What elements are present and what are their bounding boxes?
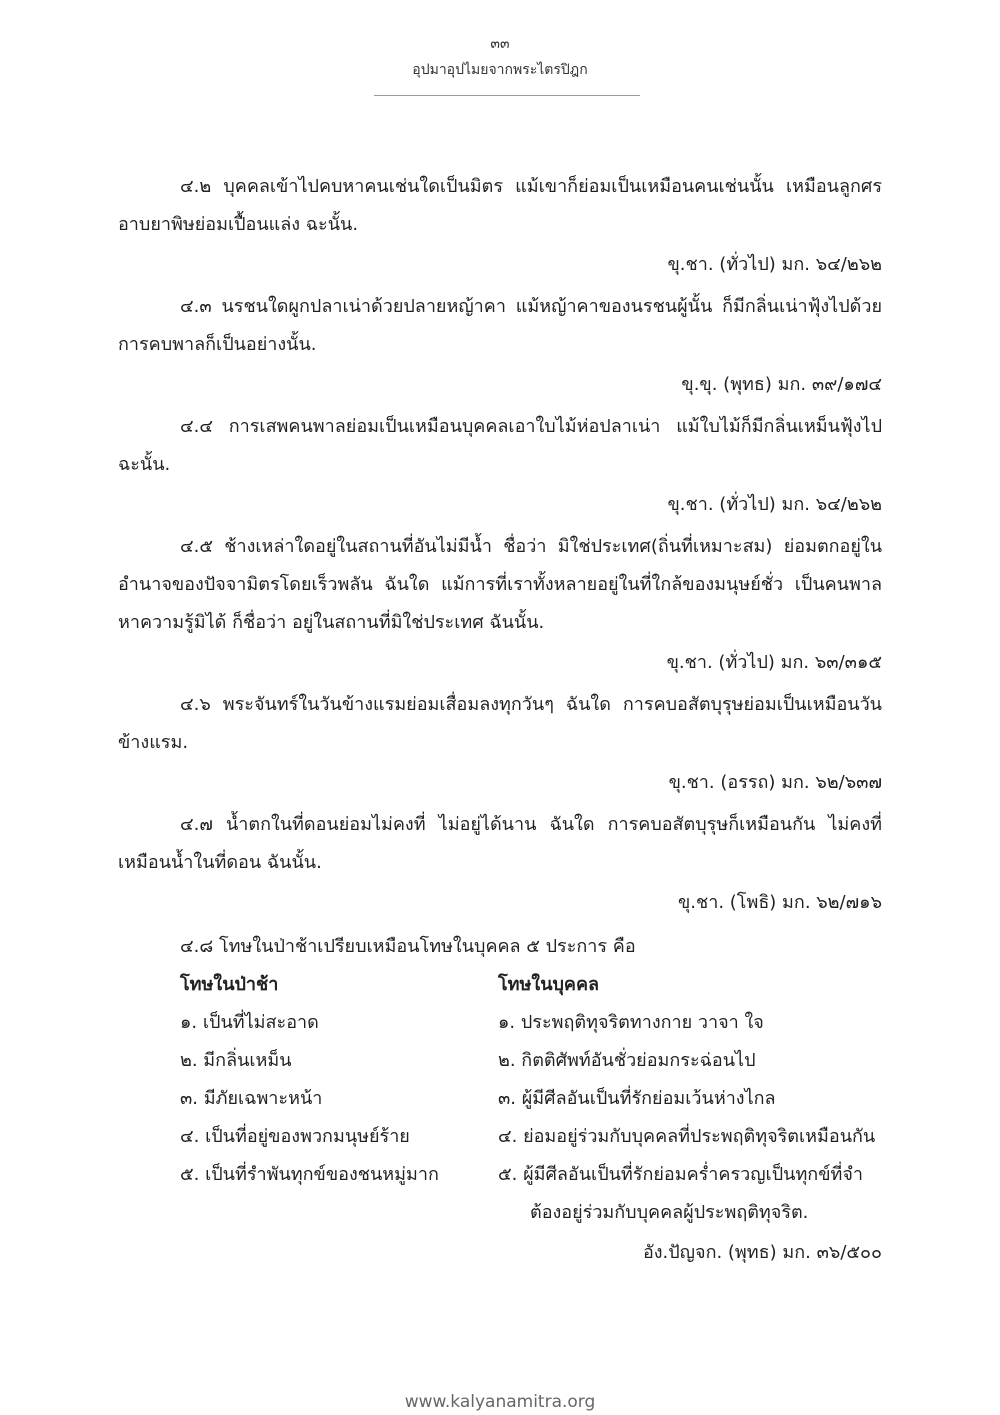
- entry-reference: ขุ.ชา. (ทั่วไป) มก. ๖๔/๒๖๒: [667, 254, 882, 275]
- entry-reference: ขุ.ชา. (อรรถ) มก. ๖๒/๖๓๗: [668, 772, 882, 793]
- page-number: ๓๓: [490, 36, 510, 52]
- cemetery-fault-item: ๒. มีกลิ่นเหม็น: [180, 1050, 292, 1071]
- empty-cell: [180, 1194, 498, 1232]
- comparison-row: [180, 1080, 882, 1118]
- cemetery-fault-item: ๓. มีภัยเฉพาะหน้า: [180, 1088, 323, 1109]
- page-header: [0, 34, 1000, 80]
- person-fault-continuation: ต้องอยู่ร่วมกับบุคคลผู้ประพฤติทุจริต.: [530, 1202, 809, 1223]
- comparison-reference: อัง.ปัญจก. (พุทธ) มก. ๓๖/๕๐๐: [642, 1242, 882, 1263]
- entry-paragraph: ๔.๕ ช้างเหล่าใดอยู่ในสถานที่อันไม่มีน้ำ ชื่อว่า มิใช่ประเทศ(ถิ่นที่เหมาะสม) ย่อมตกอยู่ในอำนาจของปัจจามิตรโดยเร็วพลัน ฉันใด แม้การที่เราทั้งหลายอยู่ในที่ใกล้ของมนุษย์ชั่ว เป็นคนพาลหาความรู้มิได้ ก็ชื่อว่า อยู่ในสถานที่มิใช่ประเทศ ฉันนั้น.: [118, 536, 882, 633]
- comparison-row: [180, 1156, 882, 1194]
- entry-reference: ขุ.ขุ. (พุทธ) มก. ๓๙/๑๗๔: [681, 374, 882, 395]
- comparison-table: [180, 966, 882, 1232]
- person-fault-item: ๔. ย่อมอยู่ร่วมกับบุคคลที่ประพฤติทุจริตเหมือนกัน: [498, 1126, 876, 1147]
- cemetery-fault-item: ๑. เป็นที่ไม่สะอาด: [180, 1012, 319, 1033]
- entry-paragraph: ๔.๓ นรชนใดผูกปลาเน่าด้วยปลายหญ้าคา แม้หญ้าคาของนรชนผู้นั้น ก็มีกลิ่นเน่าฟุ้งไปด้วย การคบพาลก็เป็นอย่างนั้น.: [118, 296, 882, 355]
- comparison-row: [180, 1004, 882, 1042]
- comparison-row: [180, 1042, 882, 1080]
- person-fault-item: ๓. ผู้มีศีลอันเป็นที่รักย่อมเว้นห่างไกล: [498, 1088, 776, 1109]
- book-title: อุปมาอุปไมยจากพระไตรปิฎก: [412, 62, 588, 78]
- comparison-row: [180, 1118, 882, 1156]
- footer-website[interactable]: www.kalyanamitra.org: [404, 1392, 596, 1412]
- entry-reference: ขุ.ชา. (ทั่วไป) มก. ๖๔/๒๖๒: [667, 494, 882, 515]
- comparison-row: [180, 1194, 882, 1232]
- person-fault-item: ๑. ประพฤติทุจริตทางกาย วาจา ใจ: [498, 1012, 764, 1033]
- entry-paragraph: ๔.๔ การเสพคนพาลย่อมเป็นเหมือนบุคคลเอาใบไม้ห่อปลาเน่า แม้ใบไม้ก็มีกลิ่นเหม็นฟุ้งไปฉะนั้น.: [118, 416, 882, 475]
- cemetery-fault-item: ๕. เป็นที่รำพันทุกข์ของชนหมู่มาก: [180, 1164, 439, 1185]
- person-faults-heading: โทษในบุคคล: [498, 974, 600, 995]
- header-divider: [374, 95, 640, 96]
- person-fault-item: ๕. ผู้มีศีลอันเป็นที่รักย่อมคร่ำครวญเป็นทุกข์ที่จำ: [498, 1164, 864, 1185]
- entry-reference: ขุ.ชา. (ทั่วไป) มก. ๖๓/๓๑๕: [666, 652, 882, 673]
- cemetery-fault-item: ๔. เป็นที่อยู่ของพวกมนุษย์ร้าย: [180, 1126, 410, 1147]
- entry-paragraph: ๔.๒ บุคคลเข้าไปคบหาคนเช่นใดเป็นมิตร แม้เขาก็ย่อมเป็นเหมือนคนเช่นนั้น เหมือนลูกศรอาบยาพิษย่อมเปื้อนแล่ง ฉะนั้น.: [118, 176, 882, 235]
- entry-paragraph: ๔.๗ น้ำตกในที่ดอนย่อมไม่คงที่ ไม่อยู่ได้นาน ฉันใด การคบอสัตบุรุษก็เหมือนกัน ไม่คงที่เหมือนน้ำในที่ดอน ฉันนั้น.: [118, 814, 882, 873]
- entry-reference: ขุ.ชา. (โพธิ) มก. ๖๒/๗๑๖: [677, 892, 882, 913]
- comparison-header-row: [180, 966, 882, 1004]
- cemetery-faults-heading: โทษในป่าช้า: [180, 974, 279, 995]
- page-body: [118, 168, 882, 1276]
- comparison-intro: ๔.๘ โทษในป่าช้าเปรียบเหมือนโทษในบุคคล ๕ ประการ คือ: [180, 936, 636, 957]
- person-fault-item: ๒. กิตติศัพท์อันชั่วย่อมกระฉ่อนไป: [498, 1050, 756, 1071]
- entry-paragraph: ๔.๖ พระจันทร์ในวันข้างแรมย่อมเสื่อมลงทุกวันๆ ฉันใด การคบอสัตบุรุษย่อมเป็นเหมือนวันข้างแรม.: [118, 694, 882, 753]
